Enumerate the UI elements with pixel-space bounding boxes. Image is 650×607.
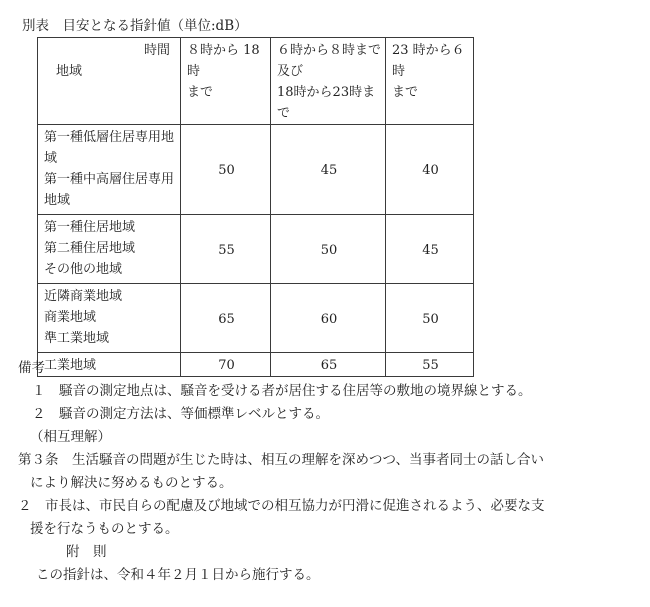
area-cell — [38, 215, 181, 284]
header-morning-evening-line: 18時から23時まで — [277, 85, 376, 121]
area-line: 第一種中高層住居専用 — [44, 172, 175, 187]
value-cell: 40 — [386, 125, 474, 215]
value-cell: 55 — [181, 215, 271, 284]
area-line: 地域 — [44, 193, 71, 208]
table-row — [38, 284, 474, 353]
header-night-line: 23 時から６時 — [392, 43, 465, 79]
table-title: 別表 目安となる指針値（単位:dB） — [22, 18, 248, 34]
header-night — [386, 38, 474, 125]
table-row — [38, 215, 474, 284]
value-cell: 45 — [271, 125, 386, 215]
value-cell: 50 — [181, 125, 271, 215]
supplementary-heading: 附 則 — [66, 544, 107, 560]
header-morning-evening — [271, 38, 386, 125]
value-cell: 50 — [271, 215, 386, 284]
area-cell — [38, 284, 181, 353]
value-cell: 60 — [271, 284, 386, 353]
article-caption: （相互理解） — [30, 429, 111, 445]
area-line: その他の地域 — [44, 262, 123, 277]
header-daytime — [181, 38, 271, 125]
table-row — [38, 353, 474, 377]
header-daytime-line: ８時から 18 時 — [187, 43, 260, 79]
note-item: ２ 騒音の測定方法は、等価標準レベルとする。 — [32, 406, 329, 422]
table-row — [38, 125, 474, 215]
article3-paragraph2: ２ 市長は、市民自らの配慮及び地域での相互協力が円滑に促進されるよう、必要な支 — [18, 498, 545, 514]
area-line: 近隣商業地域 — [44, 289, 123, 304]
header-morning-evening-line: ６時から８時まで — [277, 43, 382, 58]
header-morning-evening-line: 及び — [277, 64, 304, 79]
header-corner-cell — [38, 38, 181, 125]
area-cell — [38, 125, 181, 215]
area-line: 第一種住居地域 — [44, 220, 136, 235]
supplementary-text: この指針は、令和４年２月１日から施行する。 — [36, 567, 320, 583]
note-item: １ 騒音の測定地点は、騒音を受ける者が居住する住居等の敷地の境界線とする。 — [32, 383, 532, 399]
header-daytime-line: まで — [187, 85, 214, 100]
area-cell — [38, 353, 181, 377]
value-cell: 50 — [386, 284, 474, 353]
header-area-label: 地域 — [56, 64, 83, 79]
area-line: 域 — [44, 151, 58, 166]
notes-heading: 備考 — [18, 360, 45, 376]
article3-paragraph1-cont: により解決に努めるものとする。 — [30, 475, 233, 491]
header-time-label: 時間 — [143, 43, 170, 58]
area-line: 商業地域 — [44, 310, 97, 325]
article3-paragraph2-cont: 援を行なうものとする。 — [30, 521, 179, 537]
header-night-line: まで — [392, 85, 419, 100]
area-line: 準工業地域 — [44, 331, 110, 346]
article3-paragraph1: 第３条 生活騒音の問題が生じた時は、相互の理解を深めつつ、当事者同士の話し合い — [18, 452, 544, 468]
area-line: 第二種住居地域 — [44, 241, 136, 256]
value-cell: 45 — [386, 215, 474, 284]
value-cell: 70 — [181, 353, 271, 377]
value-cell: 55 — [386, 353, 474, 377]
area-line: 工業地域 — [44, 358, 97, 373]
value-cell: 65 — [271, 353, 386, 377]
noise-guideline-table — [37, 37, 474, 377]
area-line: 第一種低層住居専用地 — [44, 130, 175, 145]
value-cell: 65 — [181, 284, 271, 353]
table-header-row — [38, 38, 474, 125]
